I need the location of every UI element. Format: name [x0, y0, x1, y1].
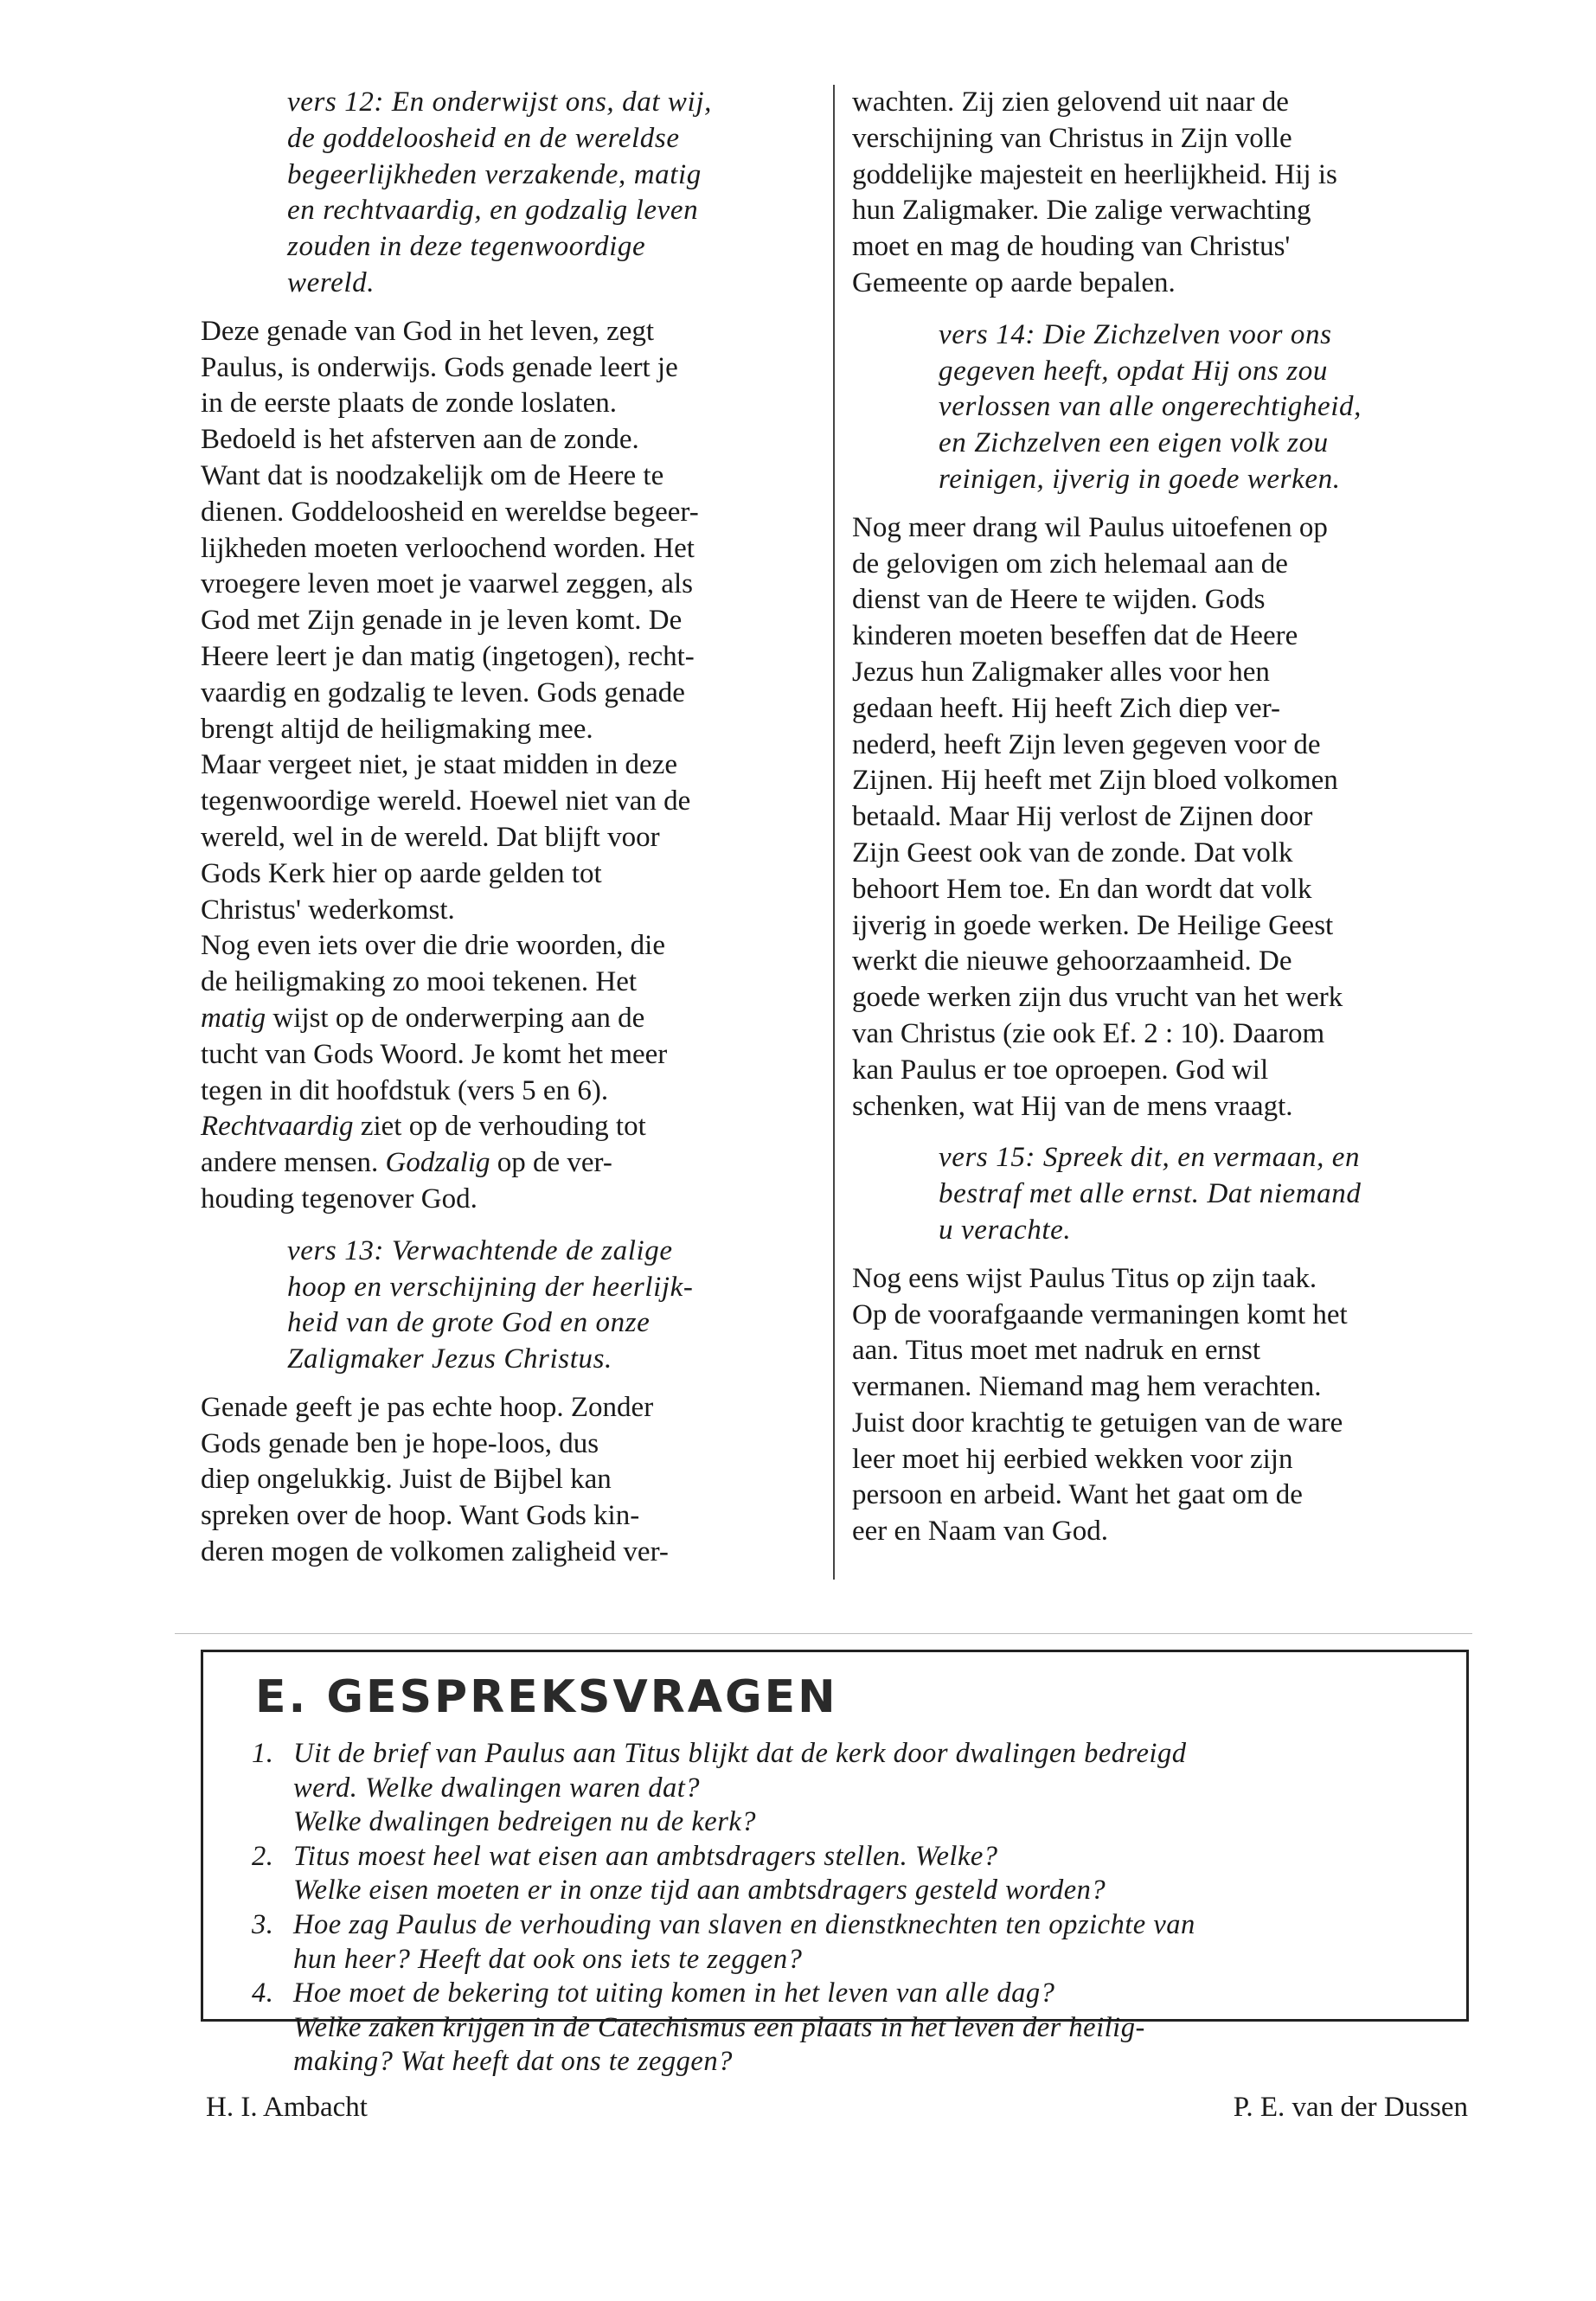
quote-line: en rechtvaardig, en godzalig leven: [287, 195, 699, 227]
text-line: Genade geeft je pas echte hoop. Zonder: [201, 1391, 654, 1423]
text-line: Paulus, is onderwijs. Gods genade leert je: [201, 351, 678, 383]
verse-14-quote: [852, 317, 1475, 498]
body-paragraph: [852, 1261, 1475, 1550]
text-line: Maar vergeet niet, je staat midden in deze: [201, 749, 677, 781]
text-line: de gelovigen om zich helemaal aan de: [852, 548, 1288, 580]
text-line: Nog eens wijst Paulus Titus op zijn taak.: [852, 1262, 1317, 1294]
text-line: wachten. Zij zien gelovend uit naar de: [852, 87, 1289, 118]
question-line: Welke eisen moeten er in onze tijd aan ambtsdragers gesteld worden?: [293, 1875, 1106, 1907]
text-line: ijverig in goede werken. De Heilige Geest: [852, 909, 1334, 941]
text-line: Zijnen. Hij heeft met Zijn bloed volkomen: [852, 765, 1338, 797]
text-line: Christus' wederkomst.: [201, 894, 455, 926]
text-line: Gemeente op aarde bepalen.: [852, 266, 1176, 298]
text-line: eer en Naam van God.: [852, 1516, 1108, 1548]
text-line: goddelijke majesteit en heerlijkheid. Hij is: [852, 158, 1337, 190]
quote-line: de goddeloosheid en de wereldse: [287, 122, 680, 154]
text-line: Deze genade van God in het leven, zegt: [201, 315, 655, 347]
right-column: [852, 85, 1475, 1550]
quote-line: wereld.: [287, 266, 375, 298]
text-line: Gods Kerk hier op aarde gelden tot: [201, 857, 602, 889]
text-line: [201, 1109, 825, 1145]
text-line: nederd, heeft Zijn leven gegeven voor de: [852, 728, 1321, 760]
text-line: Nog meer drang wil Paulus uitoefenen op: [852, 511, 1328, 543]
text-line: tegen in dit hoofdstuk (vers 5 en 6).: [201, 1074, 609, 1106]
text-line: brengt altijd de heiligmaking mee.: [201, 713, 593, 745]
text-line: diep ongelukkig. Juist de Bijbel kan: [201, 1464, 612, 1496]
text-line: vaardig en godzalig te leven. Gods genade: [201, 676, 685, 708]
quote-line: vers 12: En onderwijst ons, dat wij,: [287, 87, 712, 118]
quote-line: u verachte.: [939, 1214, 1072, 1246]
question-item: [252, 1908, 1445, 1943]
text-line: deren mogen de volkomen zaligheid ver-: [201, 1536, 669, 1568]
text-line: gedaan heeft. Hij heeft Zich diep ver-: [852, 692, 1281, 724]
quote-line: zouden in deze tegenwoordige: [287, 231, 646, 263]
section-title: E. GESPREKSVRAGEN: [255, 1671, 838, 1723]
quote-line: Zaligmaker Jezus Christus.: [287, 1343, 612, 1375]
text-line: leer moet hij eerbied wekken voor zijn: [852, 1443, 1293, 1475]
text-line: houding tegenover God.: [201, 1183, 478, 1215]
verse-13-quote: [201, 1234, 825, 1378]
text-span: ziet op de verhouding tot: [353, 1111, 646, 1143]
left-column: [201, 85, 825, 1571]
emphasis-matig: matig: [201, 1002, 266, 1034]
verse-12-quote: [201, 85, 825, 302]
quote-line: vers 13: Verwachtende de zalige: [287, 1234, 673, 1266]
question-line: Titus moest heel wat eisen aan ambtsdragers stellen. Welke?: [293, 1840, 998, 1872]
quote-line: hoop en verschijning der heerlijk-: [287, 1271, 694, 1303]
separator-line: [175, 1633, 1472, 1634]
question-line: hun heer? Heeft dat ook ons iets te zeggen?: [293, 1943, 803, 1975]
question-line: werd. Welke dwalingen waren dat?: [293, 1772, 701, 1804]
column-divider: [833, 85, 835, 1580]
text-span: op de ver-: [490, 1147, 612, 1179]
text-span: andere mensen.: [201, 1147, 386, 1179]
text-line: van Christus (zie ook Ef. 2 : 10). Daarom: [852, 1017, 1325, 1049]
question-line: Welke zaken krijgen in de Catechismus een plaats in het leven der heilig-: [293, 2011, 1145, 2043]
text-line: Zijn Geest ook van de zonde. Dat volk: [852, 836, 1293, 868]
question-line: Welke dwalingen bedreigen nu de kerk?: [293, 1806, 757, 1838]
text-line: vroegere leven moet je vaarwel zeggen, als: [201, 568, 693, 600]
text-line: dienst van de Heere te wijden. Gods: [852, 584, 1266, 616]
body-paragraph: [852, 510, 1475, 1125]
question-line: Hoe zag Paulus de verhouding van slaven en dienstknechten ten opzichte van: [293, 1908, 1195, 1940]
quote-line: en Zichzelven een eigen volk zou: [939, 427, 1329, 459]
question-number: 4.: [252, 1977, 274, 2009]
text-line: spreken over de hoop. Want Gods kin-: [201, 1500, 640, 1532]
text-line: in de eerste plaats de zonde loslaten.: [201, 388, 618, 420]
verse-15-quote: [852, 1140, 1475, 1248]
quote-line: reinigen, ijverig in goede werken.: [939, 463, 1341, 495]
quote-line: begeerlijkheden verzakende, matig: [287, 158, 702, 190]
text-line: lijkheden moeten verloochend worden. Het: [201, 532, 695, 564]
text-line: Jezus hun Zaligmaker alles voor hen: [852, 656, 1270, 688]
question-item: [252, 1737, 1445, 1772]
text-line: moet en mag de houding van Christus': [852, 231, 1291, 263]
text-line: Op de voorafgaande vermaningen komt het: [852, 1298, 1348, 1330]
text-line: wereld, wel in de wereld. Dat blijft voor: [201, 821, 660, 853]
body-paragraph: [852, 85, 1475, 302]
author-signature-left: H. I. Ambacht: [206, 2092, 368, 2123]
text-line: Heere leert je dan matig (ingetogen), recht-: [201, 640, 695, 672]
text-line: Gods genade ben je hope-loos, dus: [201, 1427, 599, 1459]
text-line: betaald. Maar Hij verlost de Zijnen door: [852, 801, 1313, 833]
discussion-questions-box: [201, 1650, 1469, 2078]
quote-line: vers 15: Spreek dit, en vermaan, en: [939, 1142, 1361, 1174]
body-paragraph: [201, 314, 825, 1218]
text-line: persoon en arbeid. Want het gaat om de: [852, 1479, 1303, 1511]
body-paragraph: [201, 1390, 825, 1571]
quote-line: gegeven heeft, opdat Hij ons zou: [939, 355, 1328, 387]
text-line: vermanen. Niemand mag hem verachten.: [852, 1371, 1322, 1403]
quote-line: heid van de grote God en onze: [287, 1307, 651, 1339]
emphasis-rechtvaardig: Rechtvaardig: [201, 1111, 354, 1143]
question-list: [252, 1737, 1445, 2080]
text-line: kan Paulus er toe oproepen. God wil: [852, 1054, 1269, 1086]
quote-line: vers 14: Die Zichzelven voor ons: [939, 318, 1332, 350]
text-line: de heiligmaking zo mooi tekenen. Het: [201, 966, 638, 998]
question-line: making? Wat heeft dat ons te zeggen?: [293, 2046, 733, 2078]
text-line: Juist door krachtig te getuigen van de ware: [852, 1407, 1343, 1439]
quote-line: bestraf met alle ernst. Dat niemand: [939, 1178, 1362, 1210]
text-line: tegenwoordige wereld. Hoewel niet van de: [201, 785, 691, 817]
question-line: Uit de brief van Paulus aan Titus blijkt dat de kerk door dwalingen bedreigd: [293, 1738, 1187, 1769]
text-line: behoort Hem toe. En dan wordt dat volk: [852, 873, 1312, 905]
text-line: schenken, wat Hij van de mens vraagt.: [852, 1090, 1293, 1122]
text-line: dienen. Goddeloosheid en wereldse begeer-: [201, 496, 699, 528]
emphasis-godzalig: Godzalig: [385, 1147, 490, 1179]
text-line: Bedoeld is het afsterven aan de zonde.: [201, 424, 639, 456]
text-line: God met Zijn genade in je leven komt. De: [201, 605, 683, 637]
text-line: tucht van Gods Woord. Je komt het meer: [201, 1038, 668, 1070]
text-line: [201, 1001, 825, 1037]
text-line: [201, 1145, 825, 1182]
question-number: 1.: [252, 1738, 274, 1769]
question-line: Hoe moet de bekering tot uiting komen in het leven van alle dag?: [293, 1977, 1055, 2009]
text-line: aan. Titus moet met nadruk en ernst: [852, 1335, 1261, 1367]
text-span: wijst op de onderwerping aan de: [266, 1002, 645, 1034]
text-line: werkt die nieuwe gehoorzaamheid. De: [852, 945, 1292, 977]
question-number: 2.: [252, 1840, 274, 1872]
text-line: goede werken zijn dus vrucht van het werk: [852, 982, 1343, 1014]
text-line: verschijning van Christus in Zijn volle: [852, 122, 1292, 154]
text-line: kinderen moeten beseffen dat de Heere: [852, 620, 1298, 652]
author-signature-right: P. E. van der Dussen: [1233, 2092, 1468, 2123]
text-line: Want dat is noodzakelijk om de Heere te: [201, 459, 664, 491]
question-item: [252, 1977, 1445, 2011]
quote-line: verlossen van alle ongerechtigheid,: [939, 391, 1362, 423]
text-line: hun Zaligmaker. Die zalige verwachting: [852, 195, 1311, 227]
question-number: 3.: [252, 1908, 274, 1940]
question-item: [252, 1840, 1445, 1875]
text-line: Nog even iets over die drie woorden, die: [201, 930, 665, 962]
